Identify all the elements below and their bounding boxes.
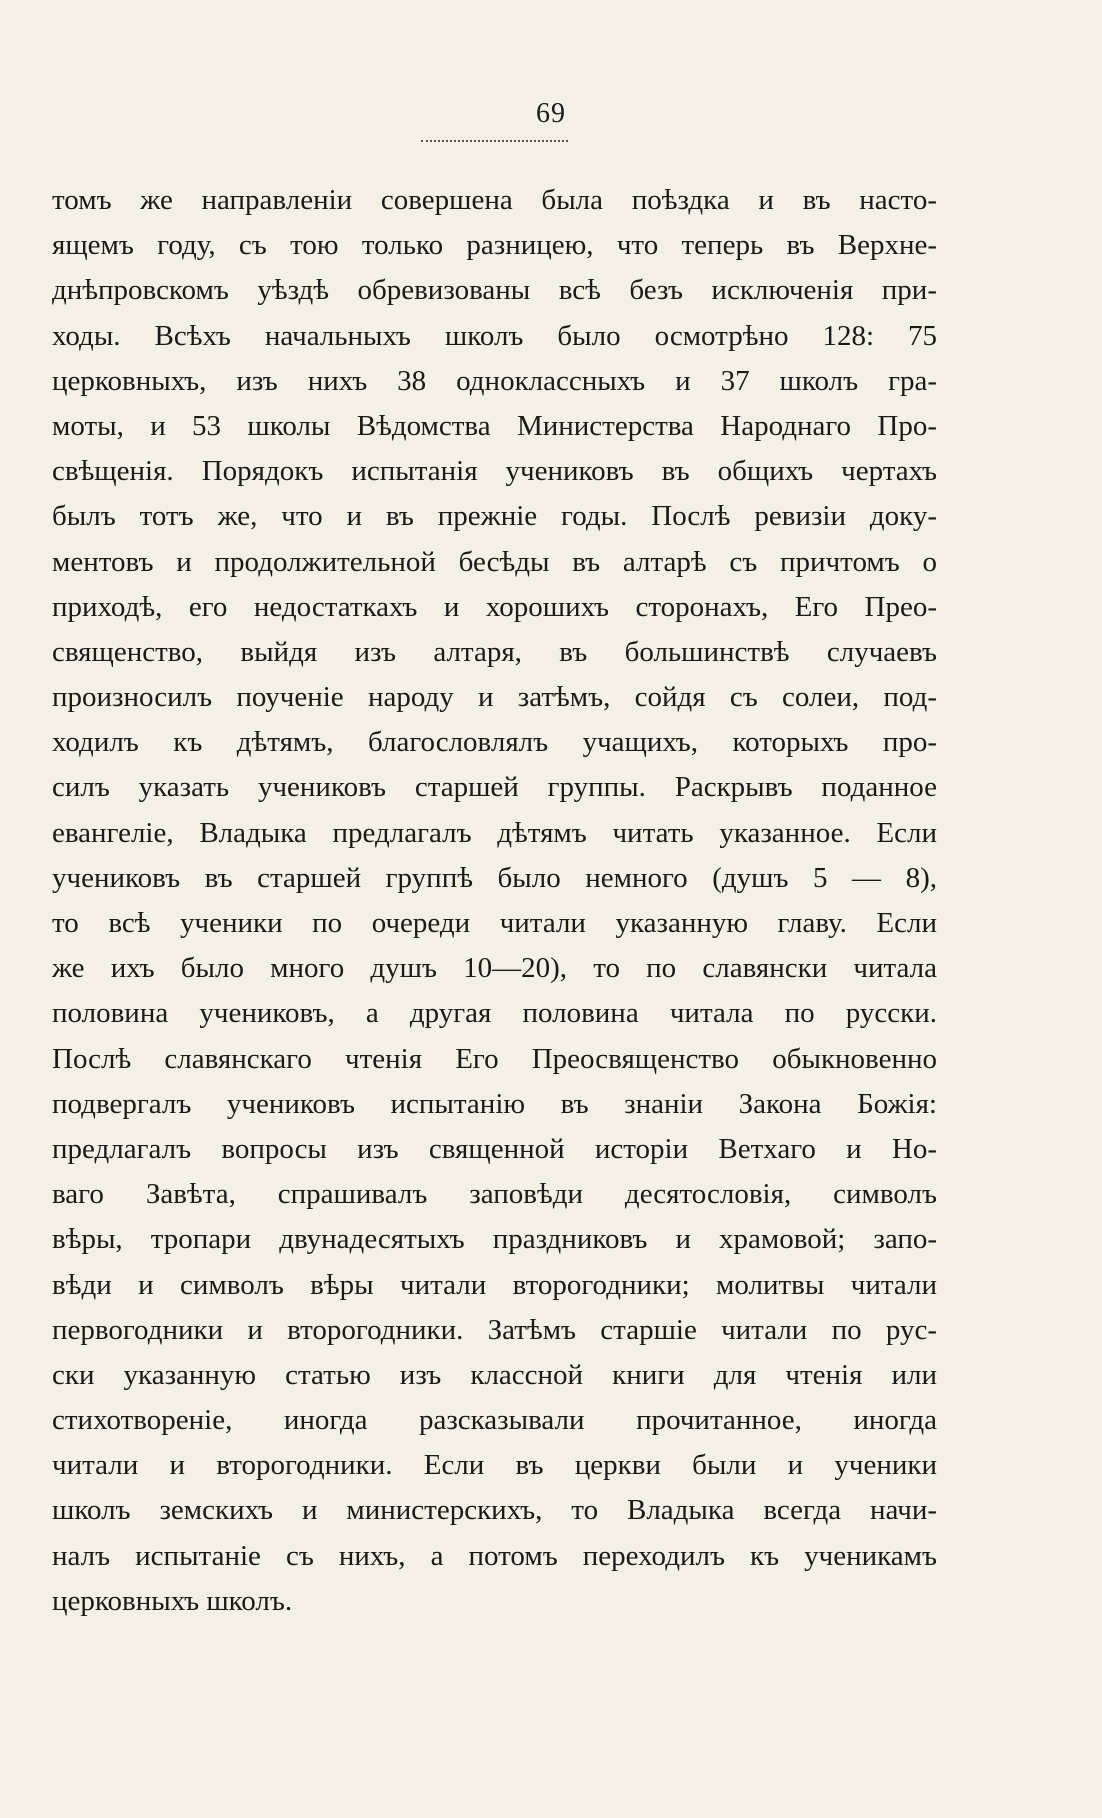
- text-line: ваго Завѣта, спрашивалъ заповѣди десятословія, символъ: [52, 1178, 937, 1211]
- text-line: налъ испытаніе съ нихъ, а потомъ переходилъ къ ученикамъ: [52, 1539, 937, 1572]
- text-line: произносилъ поученіе народу и затѣмъ, сойдя съ солеи, под-: [52, 681, 937, 714]
- page-number: 69: [536, 98, 566, 129]
- text-line: евангеліе, Владыка предлагалъ дѣтямъ читать указанное. Если: [52, 816, 937, 849]
- body-text: [52, 178, 937, 1624]
- text-line: вѣры, тропари двунадесятыхъ праздниковъ и храмовой; запо-: [52, 1223, 937, 1256]
- text-line: томъ же направленіи совершена была поѣздка и въ насто-: [52, 184, 937, 216]
- text-line: силъ указать учениковъ старшей группы. Раскрывъ поданное: [52, 771, 937, 804]
- text-line: былъ тотъ же, что и въ прежніе годы. Послѣ ревизіи доку-: [52, 500, 937, 533]
- text-line: приходѣ, его недостаткахъ и хорошихъ сторонахъ, Его Прео-: [52, 590, 937, 623]
- text-line: первогодники и второгодники. Затѣмъ старшіе читали по рус-: [52, 1313, 937, 1346]
- text-line: учениковъ въ старшей группѣ было немного (душъ 5 — 8),: [52, 861, 937, 894]
- header-rule: [421, 140, 568, 142]
- text-line: ментовъ и продолжительной бесѣды въ алтарѣ съ причтомъ о: [52, 545, 937, 578]
- text-line: церковныхъ, изъ нихъ 38 одноклассныхъ и 37 школъ гра-: [52, 364, 937, 397]
- text-line: то всѣ ученики по очереди читали указанную главу. Если: [52, 907, 937, 939]
- text-line: ски указанную статью изъ классной книги для чтенія или: [52, 1358, 937, 1391]
- text-line: вѣди и символъ вѣры читали второгодники; молитвы читали: [52, 1268, 937, 1301]
- text-line: же ихъ было много душъ 10—20), то по славянски читала: [52, 952, 937, 985]
- text-line: стихотвореніе, иногда разсказывали прочитанное, иногда: [52, 1404, 937, 1437]
- text-line: ходы. Всѣхъ начальныхъ школъ было осмотрѣно 128: 75: [52, 319, 937, 352]
- text-line: свѣщенія. Порядокъ испытанія учениковъ въ общихъ чертахъ: [52, 455, 937, 488]
- text-line: моты, и 53 школы Вѣдомства Министерства Народнаго Про-: [52, 409, 937, 442]
- text-line: школъ земскихъ и министерскихъ, то Владыка всегда начи-: [52, 1494, 937, 1527]
- text-line: днѣпровскомъ уѣздѣ обревизованы всѣ безъ исключенія при-: [52, 274, 937, 307]
- text-line-last: церковныхъ школъ.: [52, 1584, 293, 1617]
- text-line: читали и второгодники. Если въ церкви были и ученики: [52, 1449, 937, 1482]
- text-line: ходилъ къ дѣтямъ, благословлялъ учащихъ, которыхъ про-: [52, 726, 937, 759]
- text-line: половина учениковъ, а другая половина читала по русски.: [52, 997, 937, 1030]
- text-line: ящемъ году, съ тою только разницею, что теперь въ Верхне-: [52, 229, 937, 262]
- text-line: подвергалъ учениковъ испытанію въ знаніи Закона Божія:: [52, 1087, 937, 1120]
- text-line: священство, выйдя изъ алтаря, въ большинствѣ случаевъ: [52, 635, 937, 668]
- text-line: предлагалъ вопросы изъ священной исторіи Ветхаго и Но-: [52, 1132, 937, 1165]
- text-line: Послѣ славянскаго чтенія Его Преосвященство обыкновенно: [52, 1042, 937, 1075]
